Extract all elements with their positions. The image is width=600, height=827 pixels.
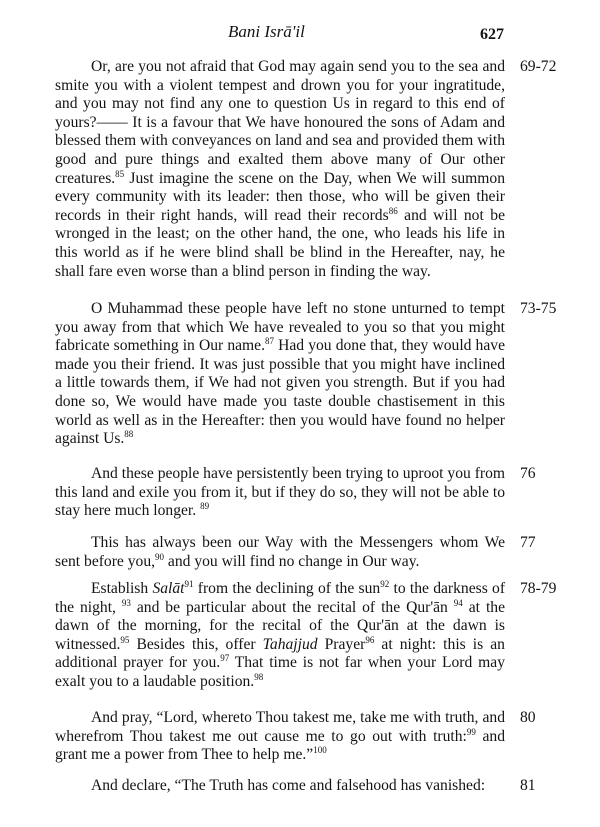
text-segment: at night: this is an additional prayer for you. — [55, 635, 505, 672]
verse-reference: 73-75 — [520, 300, 557, 317]
page-header — [0, 20, 600, 50]
text-segment: at the dawn of the morning, for the recital of the Qur'ān at the dawn is witnessed. — [55, 598, 505, 653]
verse-reference: 77 — [520, 534, 536, 551]
paragraph — [55, 709, 505, 765]
text-segment: and will not be wronged in the least; on the other hand, the one, who leads his life in this world as if he were blind shall be blind in the Hereafter, nay, he shall fare even worse than a blind person in finding the way. — [55, 206, 506, 280]
italic-term: Salāt — [152, 580, 185, 597]
text-segment: to the darkness of the night, — [55, 580, 506, 616]
page-number: 627 — [480, 26, 504, 43]
footnote-marker: 88 — [124, 428, 134, 439]
footnote-marker: 87 — [265, 336, 274, 346]
text-segment: And pray, “Lord, whereto Thou takest me, take me with truth, and wherefrom Thou takest me out cause me to go out with truth: — [55, 709, 505, 745]
footnote-marker: 85 — [115, 168, 125, 179]
footnote-marker: 94 — [453, 597, 463, 608]
running-title: Bani Isrā'il — [228, 22, 305, 41]
footnote-marker: 98 — [254, 671, 264, 682]
text-segment: And these people have persistently been trying to uproot you from this land and exile you from it, but if they do so, they will not be able to stay here much longer. — [55, 465, 506, 520]
paragraph — [55, 580, 505, 692]
text-segment: Prayer — [317, 635, 366, 653]
footnote-marker: 90 — [155, 551, 165, 562]
footnote-marker: 99 — [466, 726, 476, 737]
text-segment: That time is not far when your Lord may exalt you to a laudable position. — [55, 654, 505, 690]
footnote-marker: 100 — [313, 745, 327, 755]
text-segment: Besides this, offer — [129, 635, 263, 653]
paragraph — [55, 58, 505, 281]
verse-reference: 80 — [520, 709, 536, 726]
footnote-marker: 95 — [120, 634, 130, 645]
paragraph — [55, 534, 505, 571]
text-segment: and be particular about the recital of the Qur'ān — [130, 598, 454, 616]
footnote-marker: 89 — [200, 501, 210, 511]
verse-reference: 78-79 — [520, 580, 557, 597]
footnote-marker: 92 — [380, 578, 390, 589]
text-segment: Establish — [91, 580, 153, 597]
italic-term: Tahajjud — [262, 635, 318, 653]
paragraph — [55, 300, 505, 449]
text-segment: Had you done that, they would have made you their friend. It was just possible that you might have inclined a little towards them, if We had not given you strength. But if you had done so, We would have made you taste double chastisement in this world as well as in the Hereafter: then you would have found no helper against Us. — [55, 337, 505, 448]
paragraph — [55, 777, 505, 796]
text-segment: Just imagine the scene on the Day, when We will summon every community with its leader: then those, who will be given their records in their right hands, will read their records — [55, 169, 505, 224]
text-segment: This has always been our Way with the Messengers whom We sent before you, — [55, 534, 505, 570]
footnote-marker: 86 — [388, 205, 398, 216]
text-segment: O Muhammad these people have left no stone unturned to tempt you away from that which We have revealed to you so that you might fabricate something in Our name. — [55, 300, 505, 355]
footnote-marker: 96 — [365, 634, 375, 645]
paragraph — [55, 465, 505, 521]
verse-reference: 69-72 — [520, 58, 557, 75]
text-segment: from the declining of the sun — [193, 580, 381, 597]
verse-reference: 76 — [520, 465, 536, 482]
text-segment: and grant me a power from Thee to help me.” — [55, 727, 505, 764]
verse-reference: 81 — [520, 777, 536, 794]
footnote-marker: 91 — [184, 578, 194, 589]
text-segment: Or, are you not afraid that God may again send you to the sea and smite you with a violent tempest and drown you for your ingratitude, and you may not find any one to question Us in regard to this end of yours?—— It is a favour that We have honoured the sons of Adam and blessed them with conveyances on land and sea and provided them with good and pure things and exalted them above many of Our other creatures. — [55, 58, 505, 187]
footnote-marker: 93 — [121, 597, 131, 608]
footnote-marker: 97 — [220, 653, 230, 664]
text-segment: And declare, “The Truth has come and falsehood has vanished: — [91, 777, 486, 794]
text-segment: and you will find no change in Our way. — [164, 552, 420, 570]
